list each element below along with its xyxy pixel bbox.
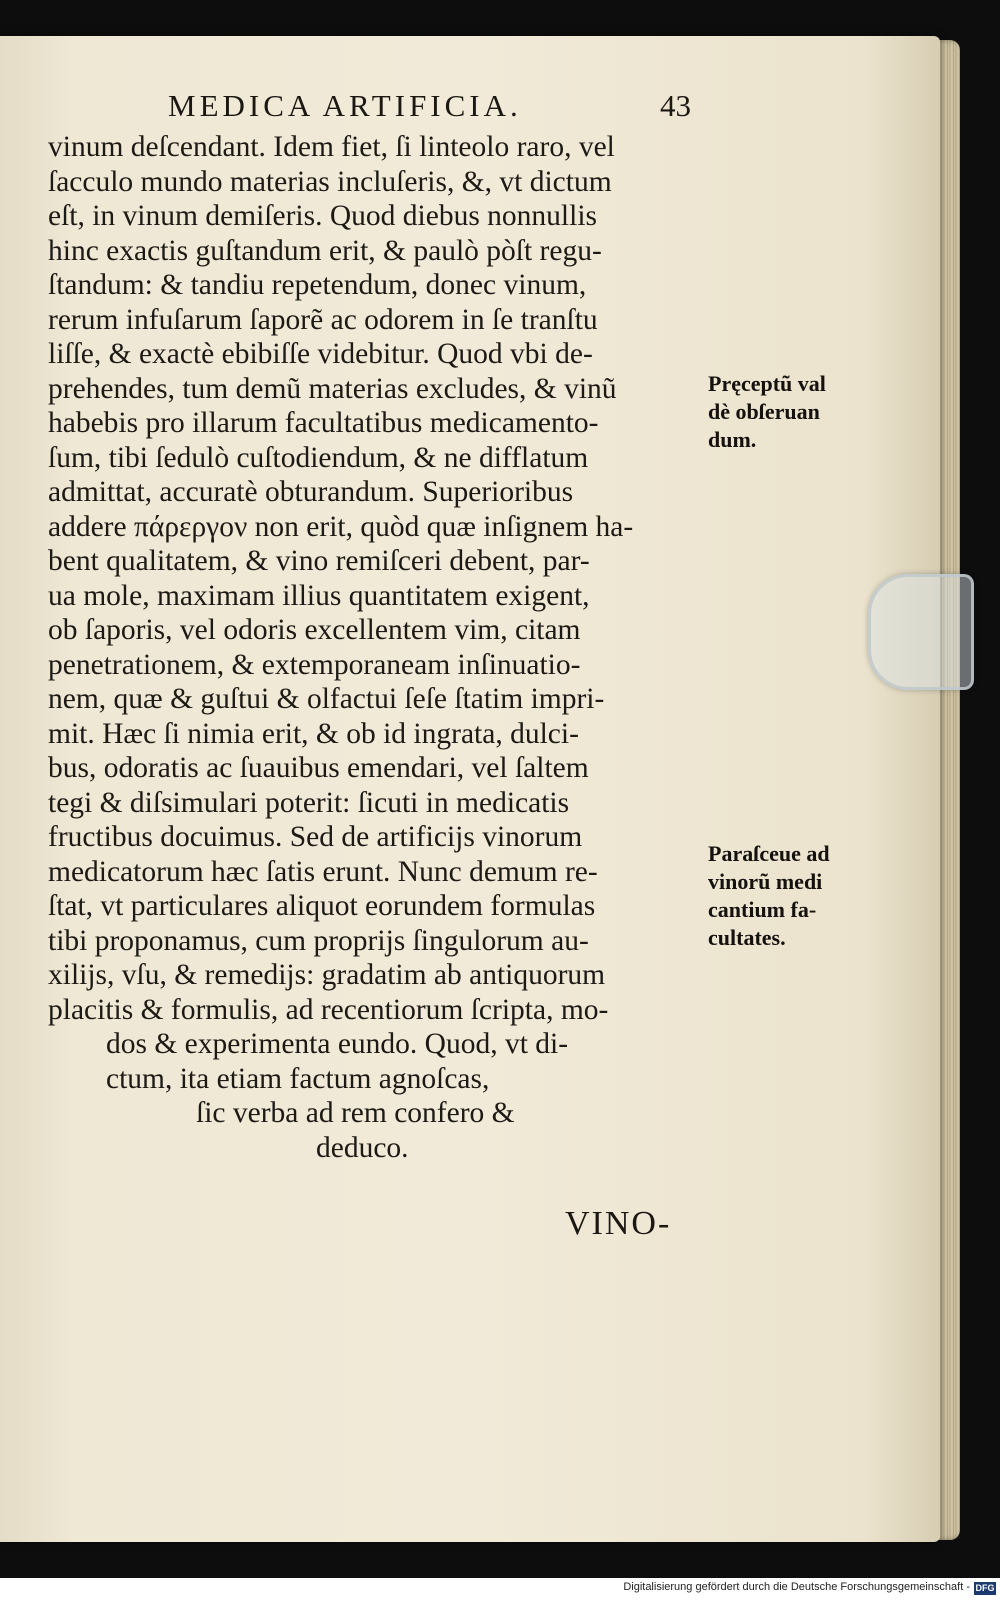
text-line: ſtandum: & tandiu repetendum, donec vinum, — [48, 269, 587, 301]
text-line: mit. Hæc ſi nimia erit, & ob id ingrata, dulci- — [48, 717, 579, 750]
text-line: ſic verba ad rem confero & — [196, 1097, 515, 1129]
text-line: medicatorum hæc ſatis erunt. Nunc demum re- — [48, 855, 598, 888]
margin-note-parasceue — [708, 840, 830, 952]
catchword: VINO- — [565, 1205, 672, 1242]
margin-note-line: dè obſeruan — [708, 399, 820, 424]
text-line: liſſe, & exactè ebibiſſe videbitur. Quod vbi de- — [48, 338, 593, 370]
text-line: bent qualitatem, & vino remiſceri debent, par- — [48, 545, 590, 577]
margin-note-line: cultates. — [708, 925, 786, 950]
text-line: habebis pro illarum facultatibus medicamento- — [48, 407, 599, 439]
text-line: ctum, ita etiam factum agnoſcas, — [106, 1062, 490, 1095]
page-number: 43 — [660, 88, 691, 123]
text-line: ſacculo mundo materias incluſeris, &, vt dictum — [48, 165, 612, 198]
text-line: bus, odoratis ac ſuauibus emendari, vel ſaltem — [48, 752, 589, 784]
text-line: penetrationem, & extemporaneam inſinuatio- — [48, 648, 581, 681]
margin-note-line: cantium fa- — [708, 897, 817, 922]
text-line: ua mole, maximam illius quantitatem exigent, — [48, 579, 590, 612]
page-clip — [868, 574, 974, 690]
margin-note-precept — [708, 370, 826, 454]
footer-bar — [0, 1578, 1000, 1600]
text-line: rerum infuſarum ſaporẽ ac odorem in ſe tranſtu — [48, 303, 598, 336]
dfg-logo: DFG — [975, 1583, 995, 1593]
text-line: ſum, tibi ſedulò cuſtodiendum, & ne difflatum — [48, 441, 589, 474]
text-line: deduco. — [316, 1131, 409, 1164]
text-line: prehendes, tum demũ materias excludes, & vinũ — [48, 372, 617, 405]
text-line: tegi & diſsimulari poterit: ſicuti in medicatis — [48, 786, 570, 819]
text-line: tibi proponamus, cum proprijs ſingulorum au- — [48, 924, 589, 957]
margin-note-line: dum. — [708, 427, 757, 452]
text-line: fructibus docuimus. Sed de artificijs vinorum — [48, 821, 583, 853]
text-line: ſtat, vt particulares aliquot eorundem formulas — [48, 890, 596, 922]
margin-note-line: Paraſceue ad — [708, 841, 830, 866]
footer-credit: Digitalisierung gefördert durch die Deutsche Forschungsgemeinschaft - — [623, 1581, 970, 1593]
text-line: addere πάρεργον non erit, quòd quæ inſignem ha- — [48, 510, 634, 543]
text-line: hinc exactis guſtandum erit, & paulò pòſt regu- — [48, 234, 602, 267]
body-text — [48, 130, 728, 1165]
text-line: eſt, in vinum demiſeris. Quod diebus nonnullis — [48, 200, 597, 232]
text-line: ob ſaporis, vel odoris excellentem vim, citam — [48, 614, 581, 646]
text-line: vinum deſcendant. Idem fiet, ſi linteolo raro, vel — [48, 131, 615, 163]
text-line: placitis & formulis, ad recentiorum ſcripta, mo- — [48, 993, 609, 1026]
text-line: dos & experimenta eundo. Quod, vt di- — [106, 1028, 569, 1060]
text-line: xilijs, vſu, & remedijs: gradatim ab antiquorum — [48, 959, 606, 991]
margin-note-line: vinorũ medi — [708, 869, 823, 894]
text-line: nem, quæ & guſtui & olfactui ſeſe ſtatim impri- — [48, 683, 605, 715]
text-line: admittat, accuratè obturandum. Superioribus — [48, 476, 574, 508]
margin-note-line: Pręceptũ val — [708, 371, 826, 396]
running-head: MEDICA ARTIFICIA. — [168, 88, 522, 123]
